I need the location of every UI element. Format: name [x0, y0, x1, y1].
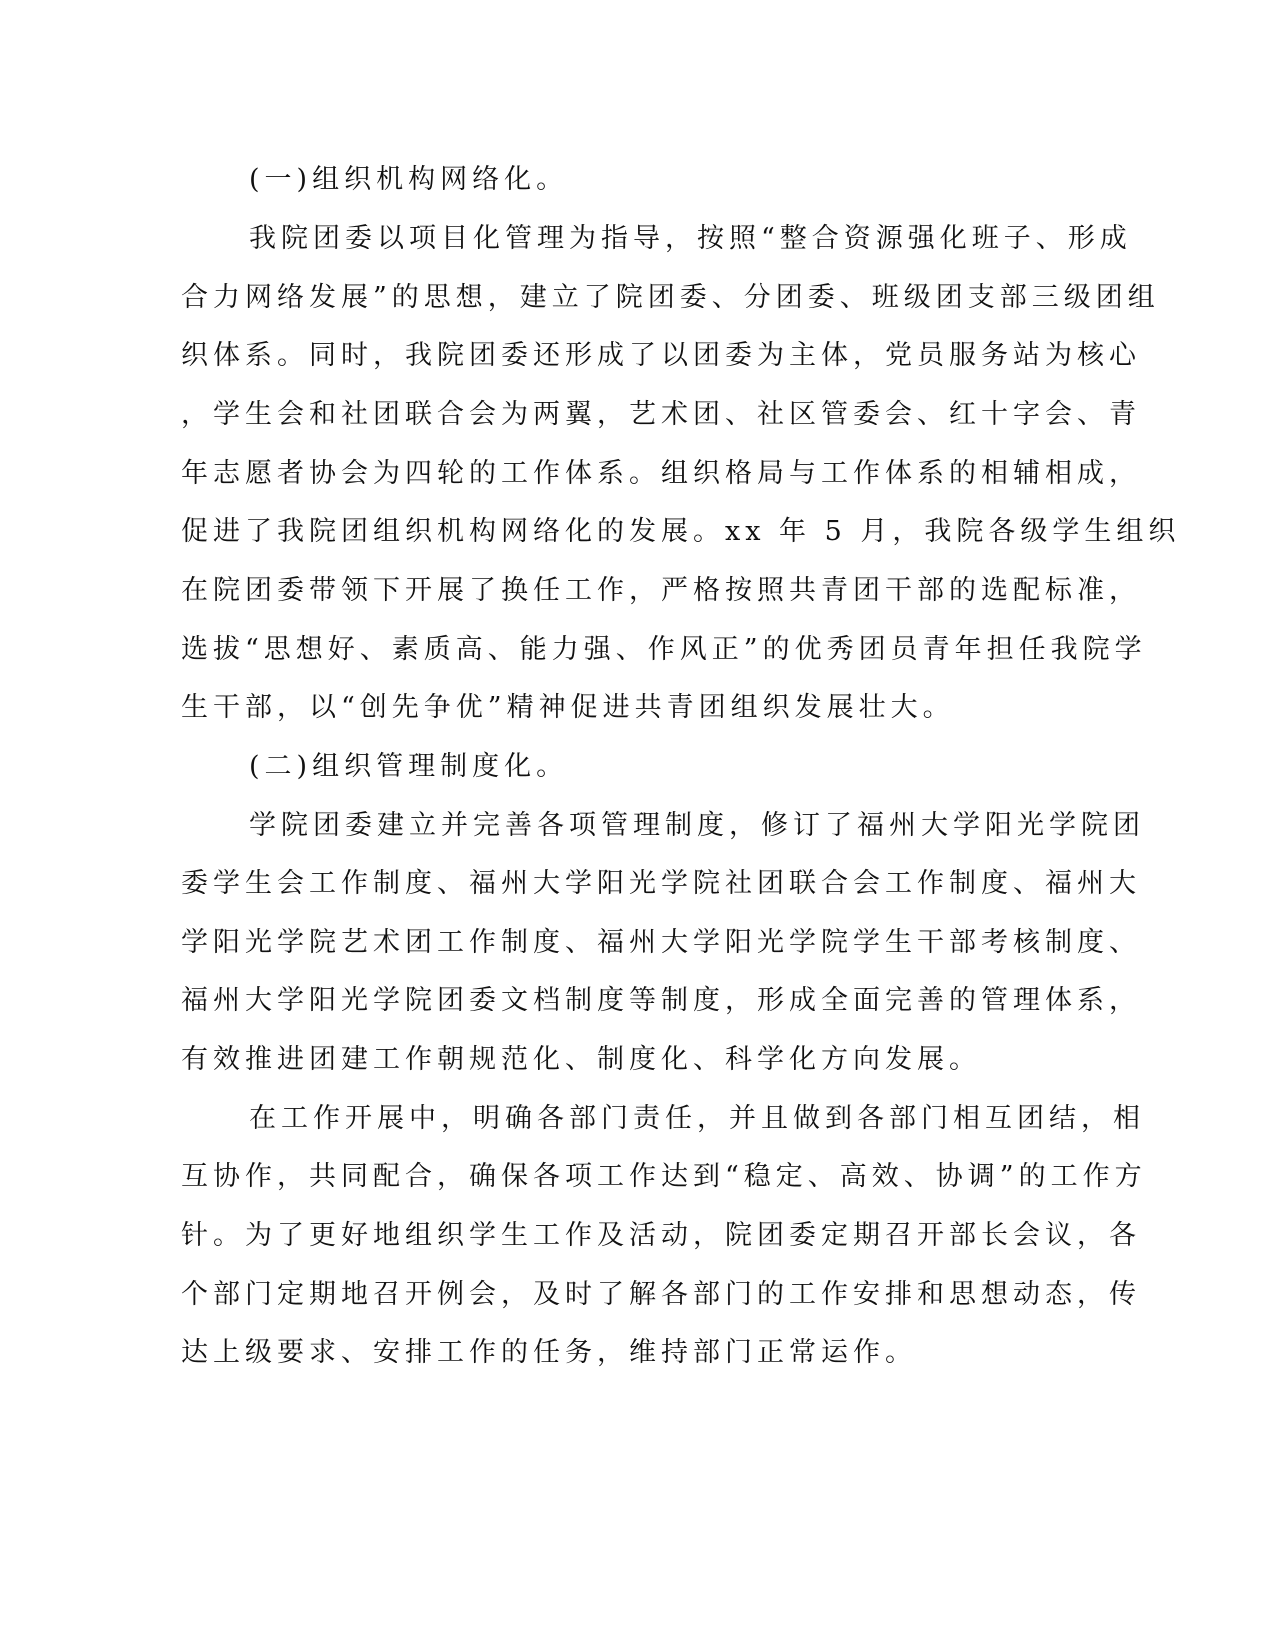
paragraph-line: 福州大学阳光学院团委文档制度等制度，形成全面完善的管理体系， [181, 985, 1141, 1016]
paragraph-line: 年志愿者协会为四轮的工作体系。组织格局与工作体系的相辅相成， [181, 458, 1141, 489]
section-heading: (一)组织机构网络化。 [249, 164, 569, 195]
paragraph-line: 委学生会工作制度、福州大学阳光学院社团联合会工作制度、福州大 [181, 868, 1141, 899]
paragraph-line: 互协作，共同配合，确保各项工作达到“稳定、高效、协调”的工作方 [181, 1161, 1147, 1192]
paragraph-line: 织体系。同时，我院团委还形成了以团委为主体，党员服务站为核心 [181, 340, 1141, 371]
paragraph-line: 合力网络发展”的思想，建立了院团委、分团委、班级团支部三级团组 [181, 282, 1160, 313]
paragraph-line: 生干部，以“创先争优”精神促进共青团组织发展壮大。 [181, 692, 955, 723]
paragraph-line: ，学生会和社团联合会为两翼，艺术团、社区管委会、红十字会、青 [181, 399, 1141, 430]
paragraph-line: 在工作开展中，明确各部门责任，并且做到各部门相互团结，相 [249, 1103, 1145, 1134]
paragraph-line: 在院团委带领下开展了换任工作，严格按照共青团干部的选配标准， [181, 575, 1141, 606]
paragraph-line: 有效推进团建工作朝规范化、制度化、科学化方向发展。 [181, 1044, 981, 1075]
section-heading: (二)组织管理制度化。 [249, 751, 569, 782]
paragraph-line: 学阳光学院艺术团工作制度、福州大学阳光学院学生干部考核制度、 [181, 927, 1141, 958]
paragraph-line: 促进了我院团组织机构网络化的发展。xx 年 5 月，我院各级学生组织 [181, 516, 1181, 547]
paragraph-line: 个部门定期地召开例会，及时了解各部门的工作安排和思想动态，传 [181, 1279, 1141, 1310]
paragraph-line: 达上级要求、安排工作的任务，维持部门正常运作。 [181, 1337, 917, 1368]
paragraph-line: 选拔“思想好、素质高、能力强、作风正”的优秀团员青年担任我院学 [181, 634, 1147, 665]
paragraph-line: 学院团委建立并完善各项管理制度，修订了福州大学阳光学院团 [249, 810, 1145, 841]
paragraph-line: 针。为了更好地组织学生工作及活动，院团委定期召开部长会议，各 [181, 1220, 1141, 1251]
paragraph-line: 我院团委以项目化管理为指导，按照“整合资源强化班子、形成 [249, 223, 1132, 254]
